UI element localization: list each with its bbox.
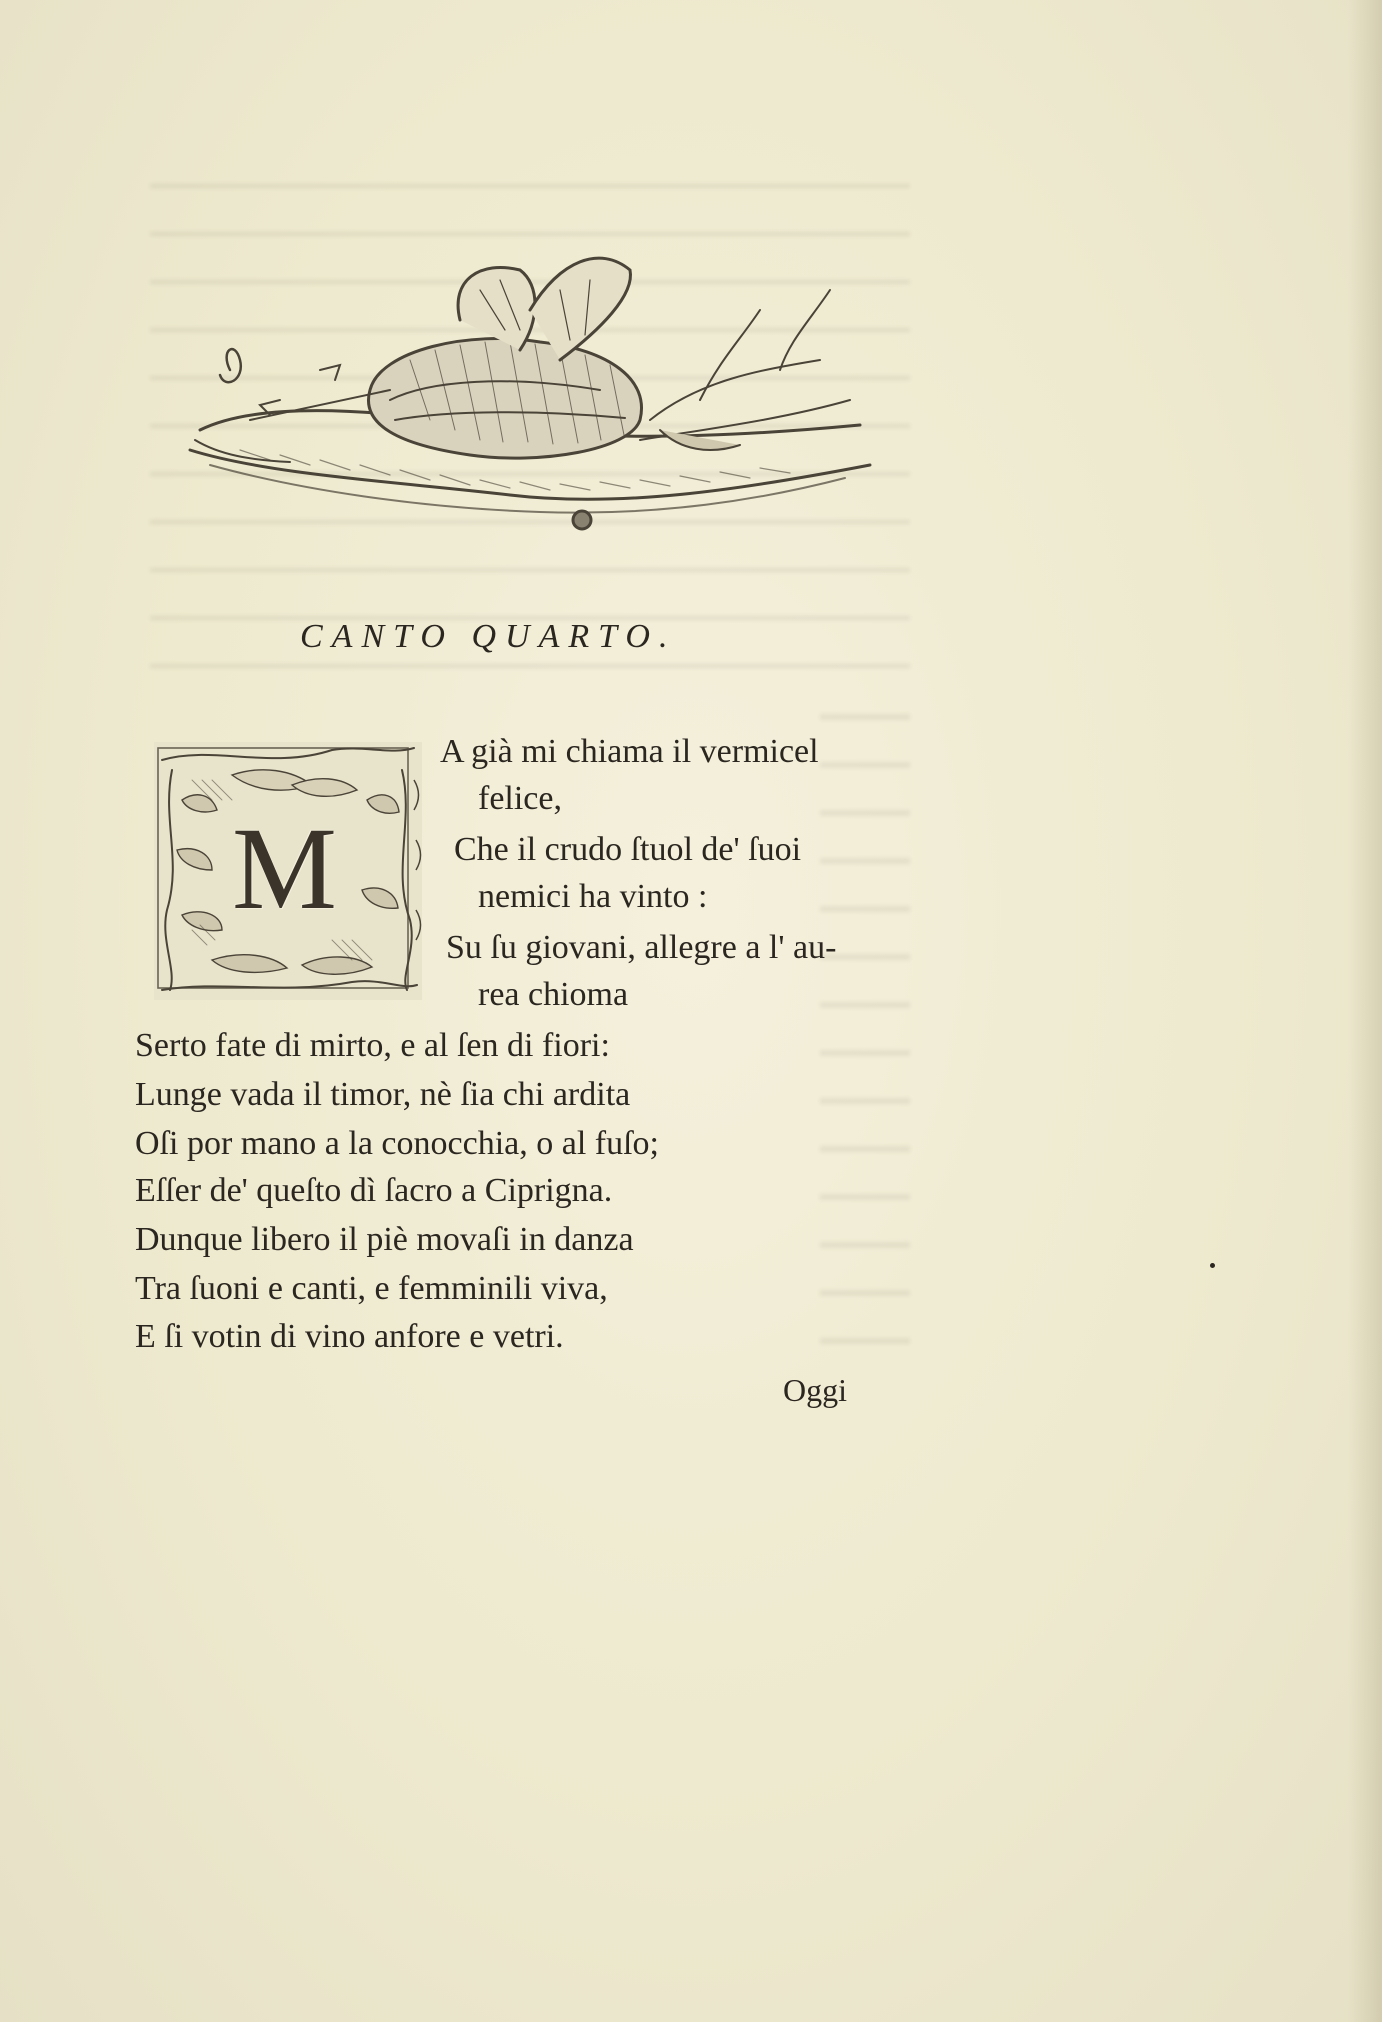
canto-heading: CANTO QUARTO.: [300, 618, 677, 655]
show-through-text-margin: [820, 680, 910, 1380]
verse-line: Eſſer de' queſto dì ſacro a Ciprigna.: [135, 1172, 613, 1209]
verse-line: Che il crudo ſtuol de' ſuoi: [454, 831, 802, 868]
drop-cap-letter: M: [232, 803, 337, 934]
verse-line: rea chioma: [478, 976, 629, 1013]
verse-line: Oſi por mano a la conocchia, o al fuſo;: [135, 1125, 659, 1162]
verse-line: E ſi votin di vino anfore e vetri.: [135, 1318, 564, 1355]
verse-line: Lunge vada il timor, nè ſia chi ardita: [135, 1076, 631, 1113]
ink-speck: [1210, 1263, 1215, 1268]
verse-line: Su ſu giovani, allegre a l' au-: [446, 929, 837, 966]
verse-line: felice,: [478, 780, 562, 817]
verse-line: nemici ha vinto :: [478, 878, 708, 915]
verse-line: A già mi chiama il vermicel: [440, 733, 819, 770]
dove-on-cushion-engraving-icon: [180, 250, 880, 560]
catchword: Oggi: [783, 1372, 847, 1408]
verse-line: Serto fate di mirto, e al ſen di fiori:: [135, 1027, 610, 1064]
verse-line: Tra ſuoni e canti, e femminili viva,: [135, 1270, 608, 1307]
verse-line: Dunque libero il piè movaſi in danza: [135, 1221, 634, 1258]
